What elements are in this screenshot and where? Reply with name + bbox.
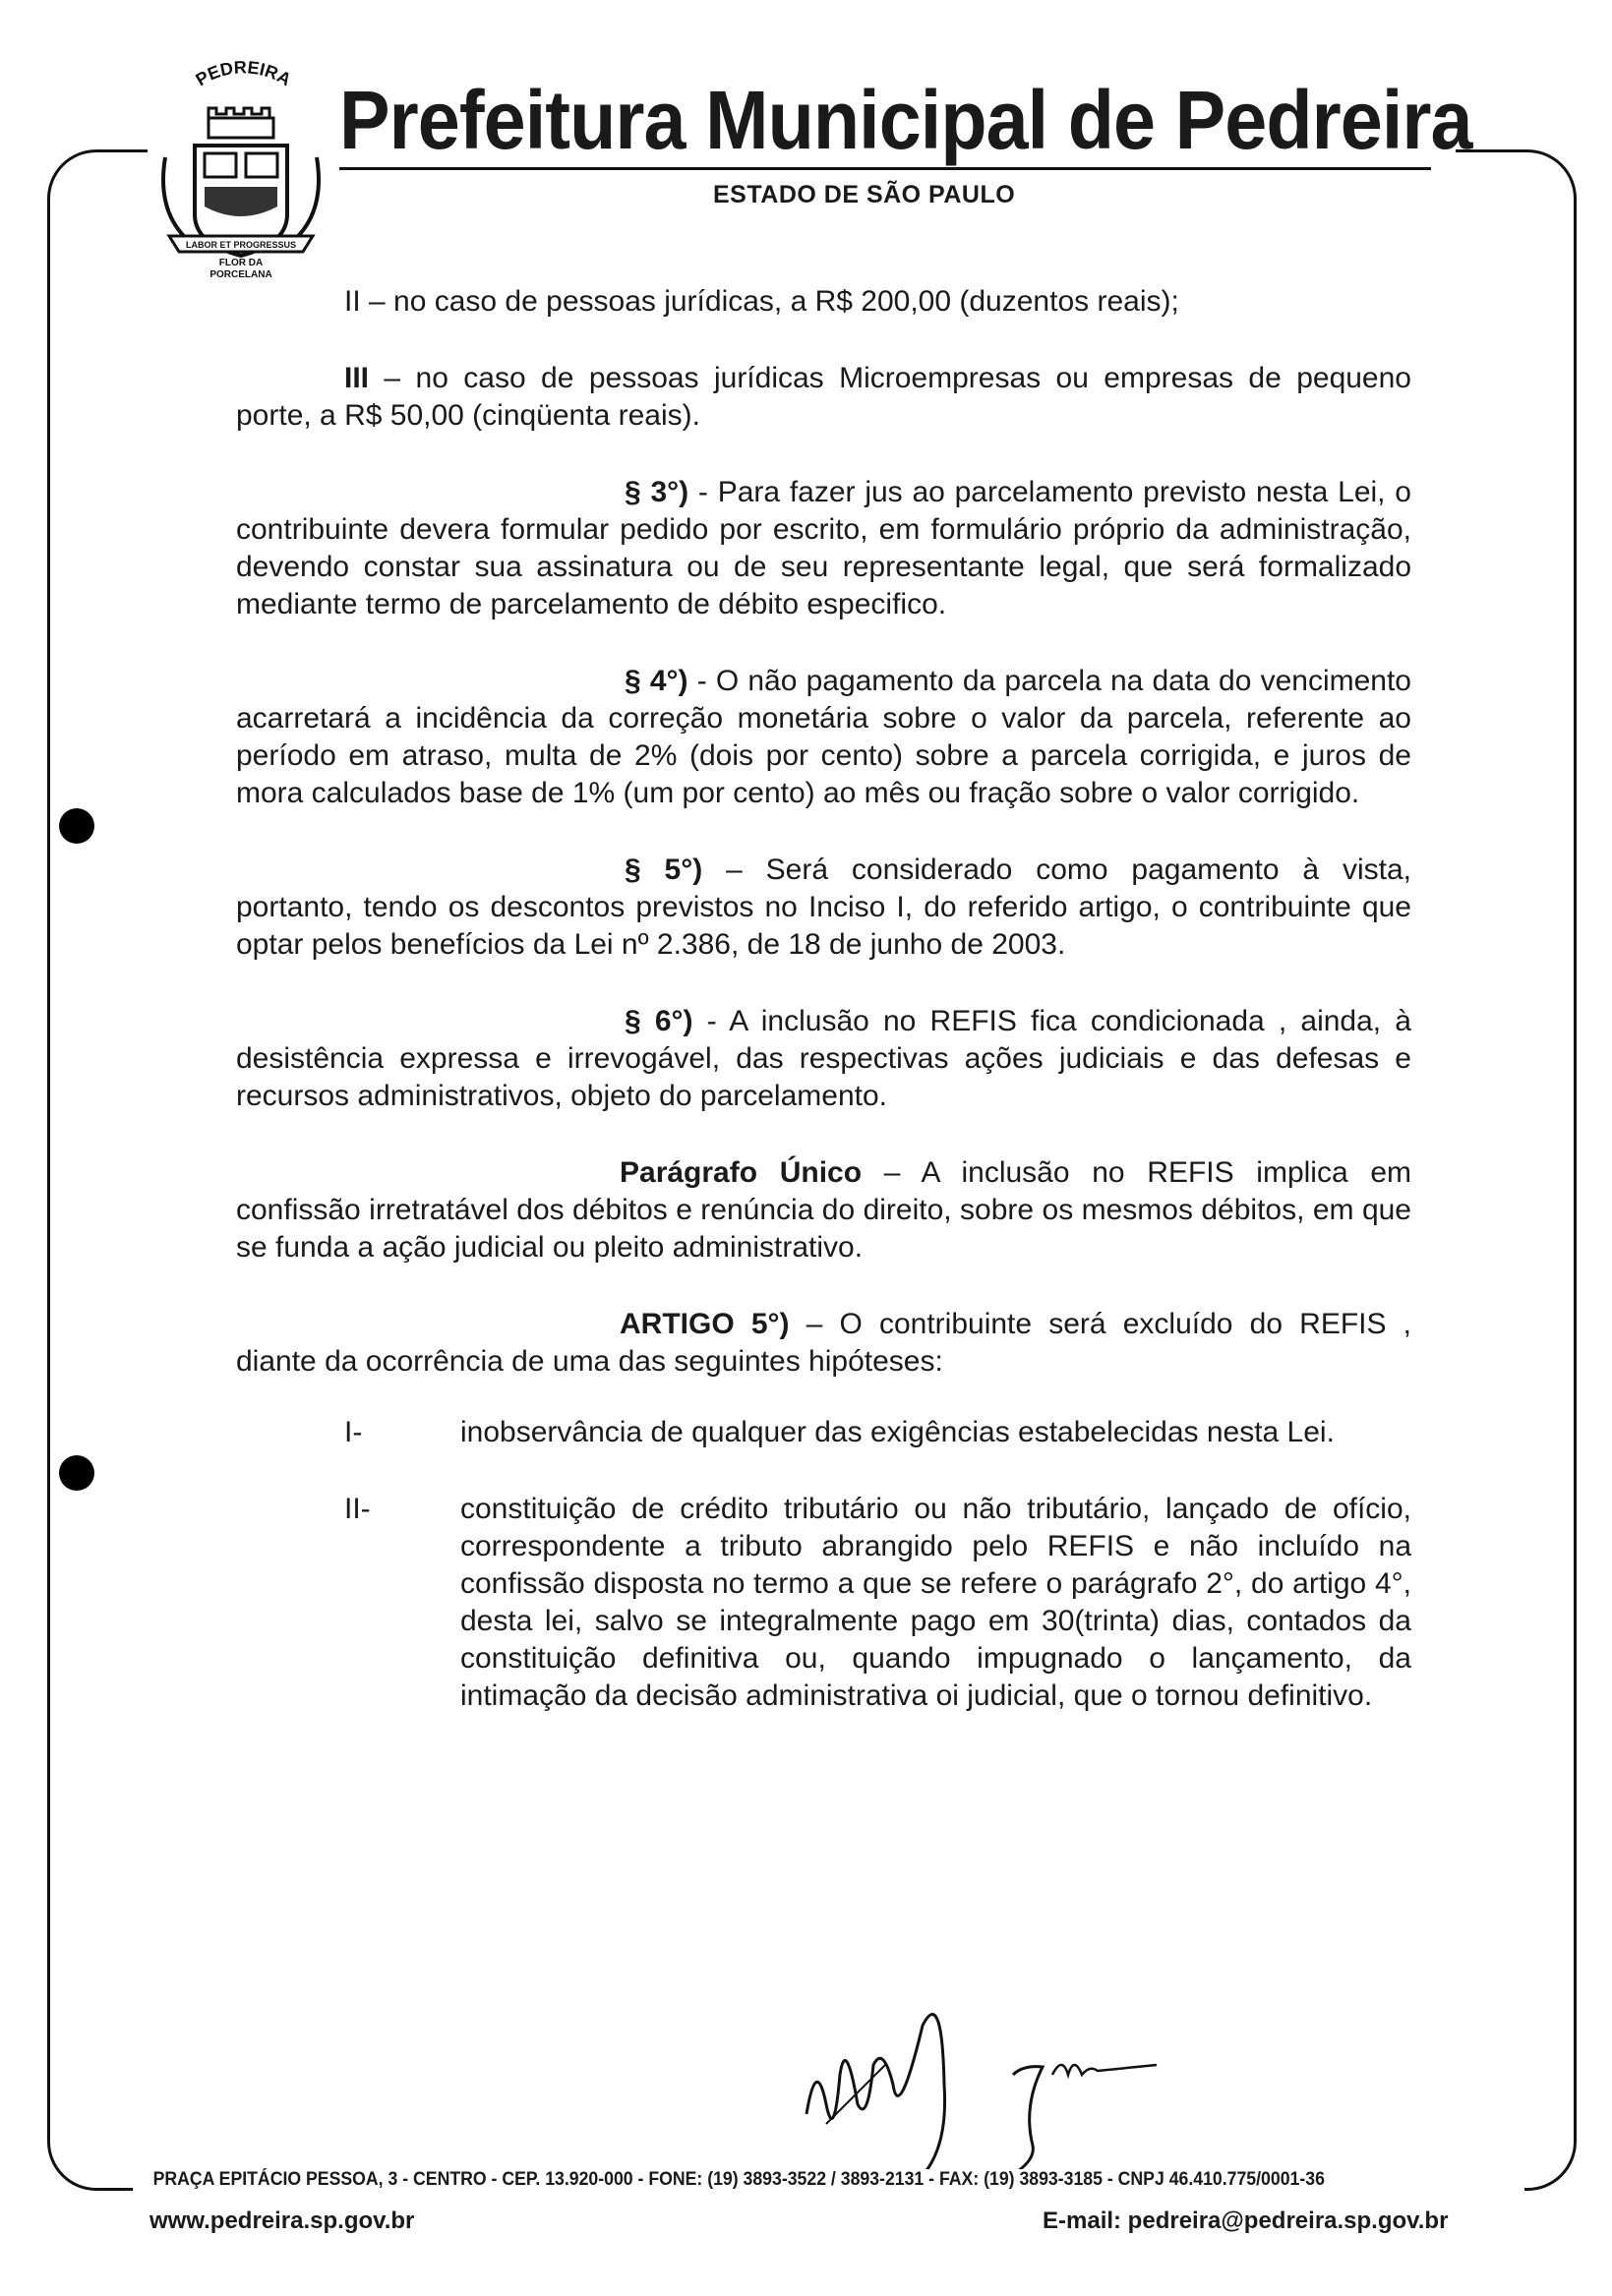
paragraph-4: § 4°) - O não pagamento da parcela na data do vencimento acarretará a incidência da correção monetária sobre o valor da parcela, referente ao período em atraso, multa de 2% (dois por cento) sobre a parcela corrigida, e juros de mora calculados base de 1% (um por cento) ao mês ou fração sobre o valor corrigido. <box>236 665 1411 809</box>
footer-email: E-mail: pedreira@pedreira.sp.gov.br <box>1043 2208 1449 2234</box>
footer-address: PRAÇA EPITÁCIO PESSOA, 3 - CENTRO - CEP. 13.920-000 - FONE: (19) 3893-3522 / 3893-2131 - FAX: (19) 3893-3185 - CNPJ 46.410.775/0001-36 <box>148 2169 1330 2191</box>
inciso-ii: II – no caso de pessoas jurídicas, a R$ 200,00 (duzentos reais); <box>344 285 1179 318</box>
punch-hole <box>59 808 94 844</box>
paragraph-3: § 3°) - Para fazer jus ao parcelamento previsto nesta Lei, o contribuinte devera formular pedido por escrito, em formulário próprio da administração, devendo constar sua assinatura ou de seu representante legal, que será formalizado mediante termo de parcelamento de débito especifico. <box>236 476 1411 620</box>
svg-text:PORCELANA: PORCELANA <box>209 269 272 280</box>
svg-text:FLOR DA: FLOR DA <box>218 258 264 268</box>
document-body <box>236 283 1411 1715</box>
svg-text:PEDREIRA: PEDREIRA <box>192 59 295 90</box>
footer-website: www.pedreira.sp.gov.br <box>149 2208 415 2234</box>
inciso-iii: III – no caso de pessoas jurídicas Microempresas ou empresas de pequeno porte, a R$ 50,00 (cinqüenta reais). <box>236 362 1411 432</box>
list-item: II- constituição de crédito tributário ou não tributário, lançado de ofício, correspondente a tributo abrangido pelo REFIS e não incluído na confissão disposta no termo a que se refere o parágrafo 2°, do artigo 4°, desta lei, salvo se integralmente pago em 30(trinta) dias, contados da constituição definitiva ou, quando impugnado o lançamento, da intimação da decisão administrativa oi judicial, que o tornou definitivo. <box>344 1493 1411 1712</box>
svg-text:LABOR ET PROGRESSUS: LABOR ET PROGRESSUS <box>185 240 297 250</box>
list-item: I- inobservância de qualquer das exigências estabelecidas nesta Lei. <box>344 1416 1335 1448</box>
paragraph-5: § 5°) – Será considerado como pagamento à vista, portanto, tendo os descontos previstos no Inciso I, do referido artigo, o contribuinte que optar pelos benefícios da Lei nº 2.386, de 18 de junho de 2003. <box>236 854 1411 961</box>
paragrafo-unico: Parágrafo Único – A inclusão no REFIS implica em confissão irretratável dos débitos e renúncia do direito, sobre os mesmos débitos, em que se funda a ação judicial ou pleito administrativo. <box>236 1156 1411 1264</box>
city-crest-logo <box>148 59 334 280</box>
header-divider <box>339 167 1431 170</box>
paragraph-6: § 6°) - A inclusão no REFIS fica condicionada , ainda, à desistência expressa e irrevogável, das respectivas ações judiciais e das defesas e recursos administrativos, objeto do parcelamento. <box>236 1005 1411 1112</box>
artigo-5: ARTIGO 5°) – O contribuinte será excluído do REFIS , diante da ocorrência de uma das seguintes hipóteses: <box>236 1308 1411 1378</box>
punch-hole <box>59 1455 94 1491</box>
page-subtitle: ESTADO DE SÃO PAULO <box>713 181 1016 208</box>
page-title: Prefeitura Municipal de Pedreira <box>339 74 1472 166</box>
